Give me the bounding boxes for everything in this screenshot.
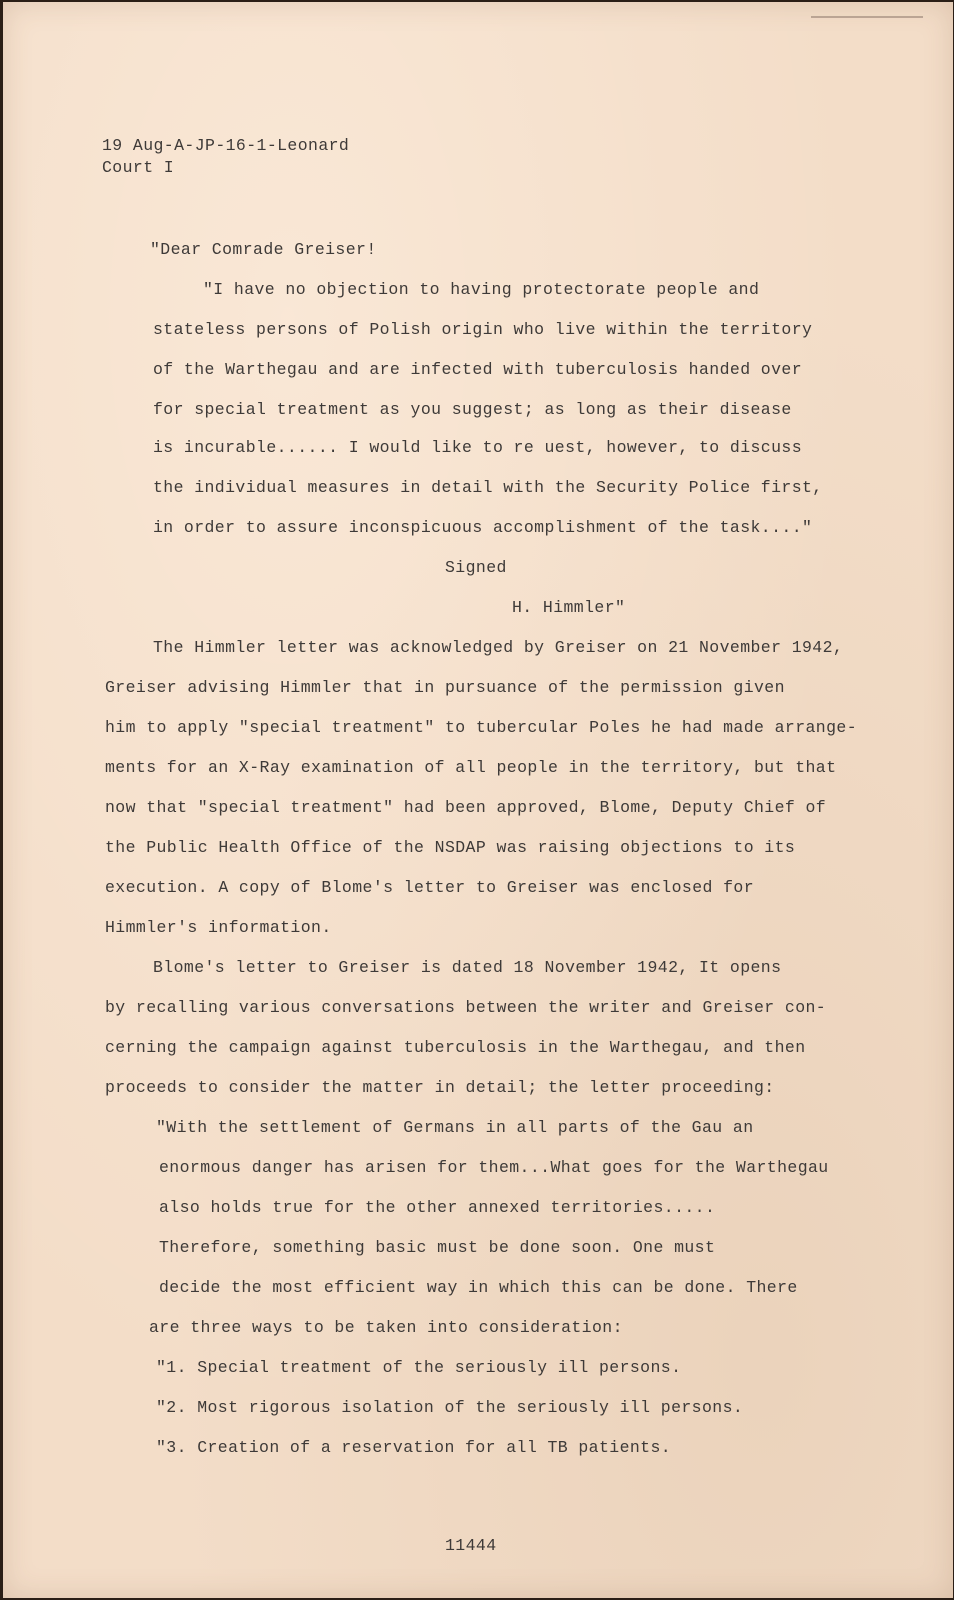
paragraph-line: Blome's letter to Greiser is dated 18 November 1942, It opens [153, 958, 782, 977]
paragraph-line: by recalling various conversations between the writer and Greiser con- [105, 998, 827, 1017]
edge-mark [811, 16, 923, 18]
court-line: Court I [102, 158, 175, 177]
signed-label: Signed [445, 558, 507, 577]
quote-line: decide the most efficient way in which this can be done. There [159, 1278, 798, 1297]
list-item: "2. Most rigorous isolation of the seriously ill persons. [156, 1398, 744, 1417]
list-item: "3. Creation of a reservation for all TB patients. [156, 1438, 672, 1457]
salutation: "Dear Comrade Greiser! [150, 240, 377, 259]
quote-line: are three ways to be taken into consideration: [149, 1318, 623, 1337]
quote-line: the individual measures in detail with the Security Police first, [153, 478, 823, 497]
quote-line: "I have no objection to having protectorate people and [203, 280, 760, 299]
paragraph-line: Greiser advising Himmler that in pursuance of the permission given [105, 678, 785, 697]
reference-line: 19 Aug-A-JP-16-1-Leonard [102, 136, 350, 155]
quote-line: enormous danger has arisen for them...What goes for the Warthegau [159, 1158, 829, 1177]
paragraph-line: proceeds to consider the matter in detail; the letter proceeding: [105, 1078, 775, 1097]
quote-line: "With the settlement of Germans in all parts of the Gau an [156, 1118, 754, 1137]
document-page [3, 2, 953, 1598]
quote-line: stateless persons of Polish origin who live within the territory [153, 320, 813, 339]
paragraph-line: cerning the campaign against tuberculosis in the Warthegau, and then [105, 1038, 806, 1057]
signature-name: H. Himmler" [512, 598, 626, 617]
quote-line: in order to assure inconspicuous accomplishment of the task...." [153, 518, 813, 537]
quote-line: Therefore, something basic must be done soon. One must [159, 1238, 716, 1257]
quote-line: of the Warthegau and are infected with tuberculosis handed over [153, 360, 803, 379]
paragraph-line: now that "special treatment" had been approved, Blome, Deputy Chief of [105, 798, 827, 817]
list-item: "1. Special treatment of the seriously ill persons. [156, 1358, 682, 1377]
quote-line: also holds true for the other annexed territories..... [159, 1198, 716, 1217]
paragraph-line: the Public Health Office of the NSDAP was raising objections to its [105, 838, 796, 857]
paragraph-line: him to apply "special treatment" to tubercular Poles he had made arrange- [105, 718, 858, 737]
paragraph-line: Himmler's information. [105, 918, 332, 937]
paragraph-line: ments for an X-Ray examination of all people in the territory, but that [105, 758, 837, 777]
paragraph-line: The Himmler letter was acknowledged by Greiser on 21 November 1942, [153, 638, 844, 657]
quote-line: for special treatment as you suggest; as long as their disease [153, 400, 792, 419]
quote-line: is incurable...... I would like to re uest, however, to discuss [153, 438, 803, 457]
page-number: 11444 [445, 1536, 497, 1555]
paragraph-line: execution. A copy of Blome's letter to Greiser was enclosed for [105, 878, 755, 897]
